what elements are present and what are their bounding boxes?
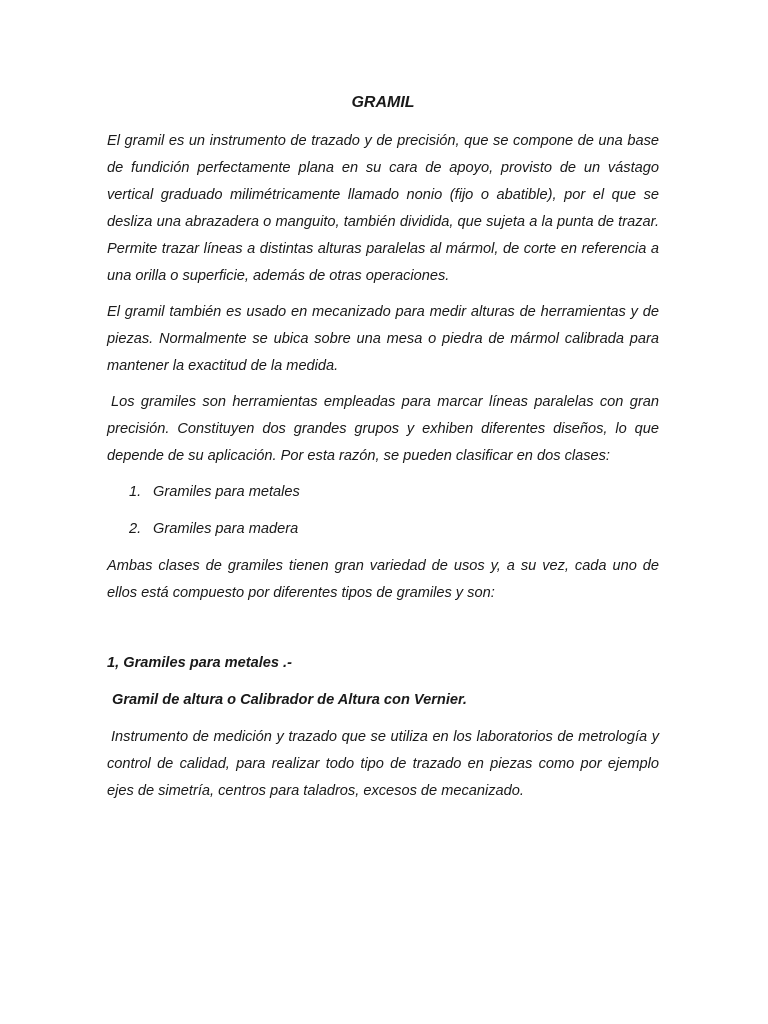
document-title: GRAMIL bbox=[351, 94, 415, 111]
list-item bbox=[107, 516, 659, 543]
list-item bbox=[107, 479, 659, 506]
paragraph-classification: Los gramiles son herramientas empleadas para marcar líneas paralelas con gran precisión. Constituyen dos grandes grupos y exhiben diferentes diseños, lo que depende de su aplicación. Por esta razón, se pueden clasificar en dos clases: bbox=[107, 394, 659, 464]
document-page bbox=[107, 92, 659, 814]
paragraph-instrument: Instrumento de medición y trazado que se utiliza en los laboratorios de metrología y control de calidad, para realizar todo tipo de trazado en piezas como por ejemplo ejes de simetría, centros para taladros, excesos de mecanizado. bbox=[107, 729, 659, 799]
paragraph-definition: El gramil es un instrumento de trazado y de precisión, que se compone de una base de fundición perfectamente plana en su cara de apoyo, provisto de un vástago vertical graduado milimétricamente llamado nonio (fijo o abatible), por el que se desliza una abrazadera o manguito, también dividida, que sujeta a la punta de trazar. Permite trazar líneas a distintas alturas paralelas al mármol, de corte en referencia a una orilla o superficie, además de otras operaciones. bbox=[107, 133, 659, 284]
spacer bbox=[107, 616, 659, 650]
subsection-heading-altura: Gramil de altura o Calibrador de Altura con Vernier. bbox=[112, 692, 467, 708]
classes-list bbox=[107, 479, 659, 543]
list-text: Gramiles para metales bbox=[153, 484, 300, 500]
list-number: 1. bbox=[129, 484, 142, 500]
section-heading-metales: 1, Gramiles para metales .- bbox=[107, 655, 292, 671]
list-number: 2. bbox=[129, 521, 142, 537]
list-text: Gramiles para madera bbox=[153, 521, 299, 537]
paragraph-types: Ambas clases de gramiles tienen gran variedad de usos y, a su vez, cada uno de ellos está compuesto por diferentes tipos de gramiles y son: bbox=[107, 558, 659, 601]
paragraph-usage: El gramil también es usado en mecanizado para medir alturas de herramientas y de piezas. Normalmente se ubica sobre una mesa o piedra de mármol calibrada para mantener la exactitud de la medida. bbox=[107, 304, 659, 374]
